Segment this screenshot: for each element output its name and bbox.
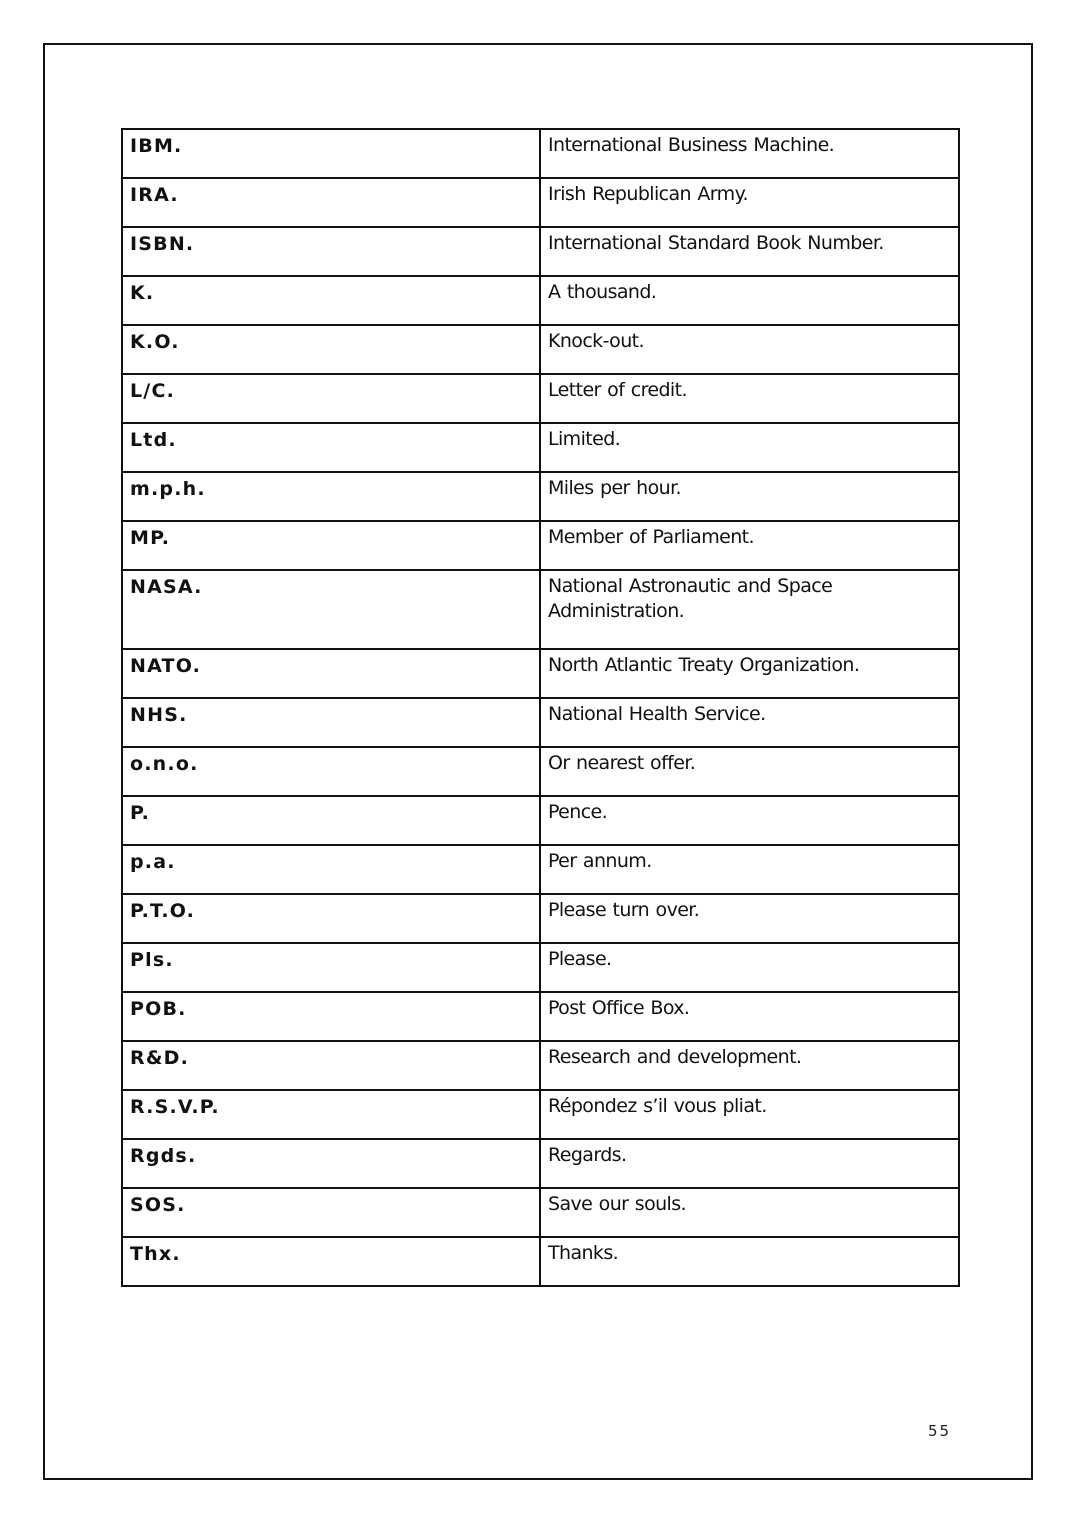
abbreviation-cell bbox=[122, 570, 540, 649]
meaning: Knock-out. bbox=[548, 330, 644, 352]
meaning: Please turn over. bbox=[548, 899, 700, 921]
abbreviation-cell bbox=[122, 325, 540, 374]
abbreviation: o.n.o. bbox=[130, 753, 199, 775]
abbreviation: NASA. bbox=[130, 576, 203, 598]
table-row bbox=[122, 423, 959, 472]
abbreviation-cell bbox=[122, 276, 540, 325]
meaning-cell bbox=[540, 570, 959, 649]
meaning: Member of Parliament. bbox=[548, 526, 754, 548]
abbreviation: MP. bbox=[130, 527, 171, 549]
meaning: Thanks. bbox=[548, 1242, 619, 1264]
meaning-cell bbox=[540, 325, 959, 374]
abbreviation: K. bbox=[130, 282, 155, 304]
meaning: Save our souls. bbox=[548, 1193, 686, 1215]
table-row bbox=[122, 845, 959, 894]
abbreviation: p.a. bbox=[130, 851, 176, 873]
abbreviation-cell bbox=[122, 374, 540, 423]
meaning-cell bbox=[540, 1139, 959, 1188]
abbreviation: POB. bbox=[130, 998, 187, 1020]
meaning-cell bbox=[540, 992, 959, 1041]
abbreviation-cell bbox=[122, 1188, 540, 1237]
meaning: International Business Machine. bbox=[548, 134, 835, 156]
meaning-cell bbox=[540, 943, 959, 992]
abbreviation: P. bbox=[130, 802, 151, 824]
meaning-cell bbox=[540, 276, 959, 325]
meaning: Pence. bbox=[548, 801, 608, 823]
abbreviation-cell bbox=[122, 1139, 540, 1188]
table-row bbox=[122, 747, 959, 796]
table-row bbox=[122, 227, 959, 276]
abbreviation-cell bbox=[122, 178, 540, 227]
abbreviation-cell bbox=[122, 472, 540, 521]
abbreviation-cell bbox=[122, 796, 540, 845]
meaning-cell bbox=[540, 894, 959, 943]
table-row bbox=[122, 570, 959, 649]
table-row bbox=[122, 992, 959, 1041]
abbreviation-cell bbox=[122, 747, 540, 796]
abbreviation-cell bbox=[122, 1237, 540, 1286]
abbreviation: L/C. bbox=[130, 380, 176, 402]
abbreviation: Ltd. bbox=[130, 429, 177, 451]
meaning-cell bbox=[540, 796, 959, 845]
meaning-cell bbox=[540, 649, 959, 698]
abbreviation: NHS. bbox=[130, 704, 188, 726]
abbreviation-cell bbox=[122, 943, 540, 992]
abbreviation: SOS. bbox=[130, 1194, 186, 1216]
meaning: Répondez s’il vous pliat. bbox=[548, 1095, 767, 1117]
abbreviation-cell bbox=[122, 227, 540, 276]
abbreviation: IRA. bbox=[130, 184, 179, 206]
abbreviation: P.T.O. bbox=[130, 900, 196, 922]
table-row bbox=[122, 894, 959, 943]
abbreviation: NATO. bbox=[130, 655, 202, 677]
meaning: Please. bbox=[548, 948, 612, 970]
meaning: Miles per hour. bbox=[548, 477, 681, 499]
meaning-cell bbox=[540, 227, 959, 276]
abbreviation: R.S.V.P. bbox=[130, 1096, 220, 1118]
table-row bbox=[122, 472, 959, 521]
meaning-cell bbox=[540, 1090, 959, 1139]
abbreviation: IBM. bbox=[130, 135, 183, 157]
abbreviation-cell bbox=[122, 129, 540, 178]
meaning: Per annum. bbox=[548, 850, 652, 872]
abbreviation: m.p.h. bbox=[130, 478, 206, 500]
meaning-cell bbox=[540, 1237, 959, 1286]
meaning-cell bbox=[540, 374, 959, 423]
table-row bbox=[122, 129, 959, 178]
meaning-cell bbox=[540, 178, 959, 227]
meaning-cell bbox=[540, 423, 959, 472]
page-number: 55 bbox=[928, 1422, 952, 1440]
meaning: National Astronautic and Space Administration. bbox=[548, 575, 833, 622]
meaning: Irish Republican Army. bbox=[548, 183, 748, 205]
meaning-cell bbox=[540, 129, 959, 178]
table-row bbox=[122, 649, 959, 698]
table-row bbox=[122, 698, 959, 747]
abbreviation-cell bbox=[122, 992, 540, 1041]
table-row bbox=[122, 1041, 959, 1090]
table-row bbox=[122, 796, 959, 845]
abbreviation: Rgds. bbox=[130, 1145, 197, 1167]
abbreviation-cell bbox=[122, 1090, 540, 1139]
meaning-cell bbox=[540, 472, 959, 521]
abbreviation-cell bbox=[122, 649, 540, 698]
table-row bbox=[122, 374, 959, 423]
table-row bbox=[122, 1188, 959, 1237]
table-row bbox=[122, 943, 959, 992]
meaning: Or nearest offer. bbox=[548, 752, 696, 774]
meaning: Regards. bbox=[548, 1144, 627, 1166]
abbreviation: ISBN. bbox=[130, 233, 195, 255]
meaning: North Atlantic Treaty Organization. bbox=[548, 654, 860, 676]
abbreviation: R&D. bbox=[130, 1047, 189, 1069]
meaning: Research and development. bbox=[548, 1046, 802, 1068]
meaning: International Standard Book Number. bbox=[548, 232, 884, 254]
meaning: National Health Service. bbox=[548, 703, 766, 725]
abbreviation-cell bbox=[122, 894, 540, 943]
abbreviation-cell bbox=[122, 698, 540, 747]
table-row bbox=[122, 521, 959, 570]
table-row bbox=[122, 325, 959, 374]
abbreviation: K.O. bbox=[130, 331, 180, 353]
meaning: Letter of credit. bbox=[548, 379, 687, 401]
meaning-cell bbox=[540, 1041, 959, 1090]
abbreviation-cell bbox=[122, 521, 540, 570]
abbreviation-cell bbox=[122, 1041, 540, 1090]
table-row bbox=[122, 178, 959, 227]
table-row bbox=[122, 1090, 959, 1139]
meaning-cell bbox=[540, 521, 959, 570]
abbreviation-table bbox=[121, 128, 960, 1287]
meaning: Post Office Box. bbox=[548, 997, 690, 1019]
meaning: Limited. bbox=[548, 428, 621, 450]
abbreviation-cell bbox=[122, 423, 540, 472]
meaning: A thousand. bbox=[548, 281, 657, 303]
abbreviation: Thx. bbox=[130, 1243, 181, 1265]
abbreviation-cell bbox=[122, 845, 540, 894]
meaning-cell bbox=[540, 1188, 959, 1237]
table-row bbox=[122, 1237, 959, 1286]
table-row bbox=[122, 1139, 959, 1188]
table-row bbox=[122, 276, 959, 325]
abbreviation: Pls. bbox=[130, 949, 174, 971]
meaning-cell bbox=[540, 845, 959, 894]
meaning-cell bbox=[540, 747, 959, 796]
meaning-cell bbox=[540, 698, 959, 747]
